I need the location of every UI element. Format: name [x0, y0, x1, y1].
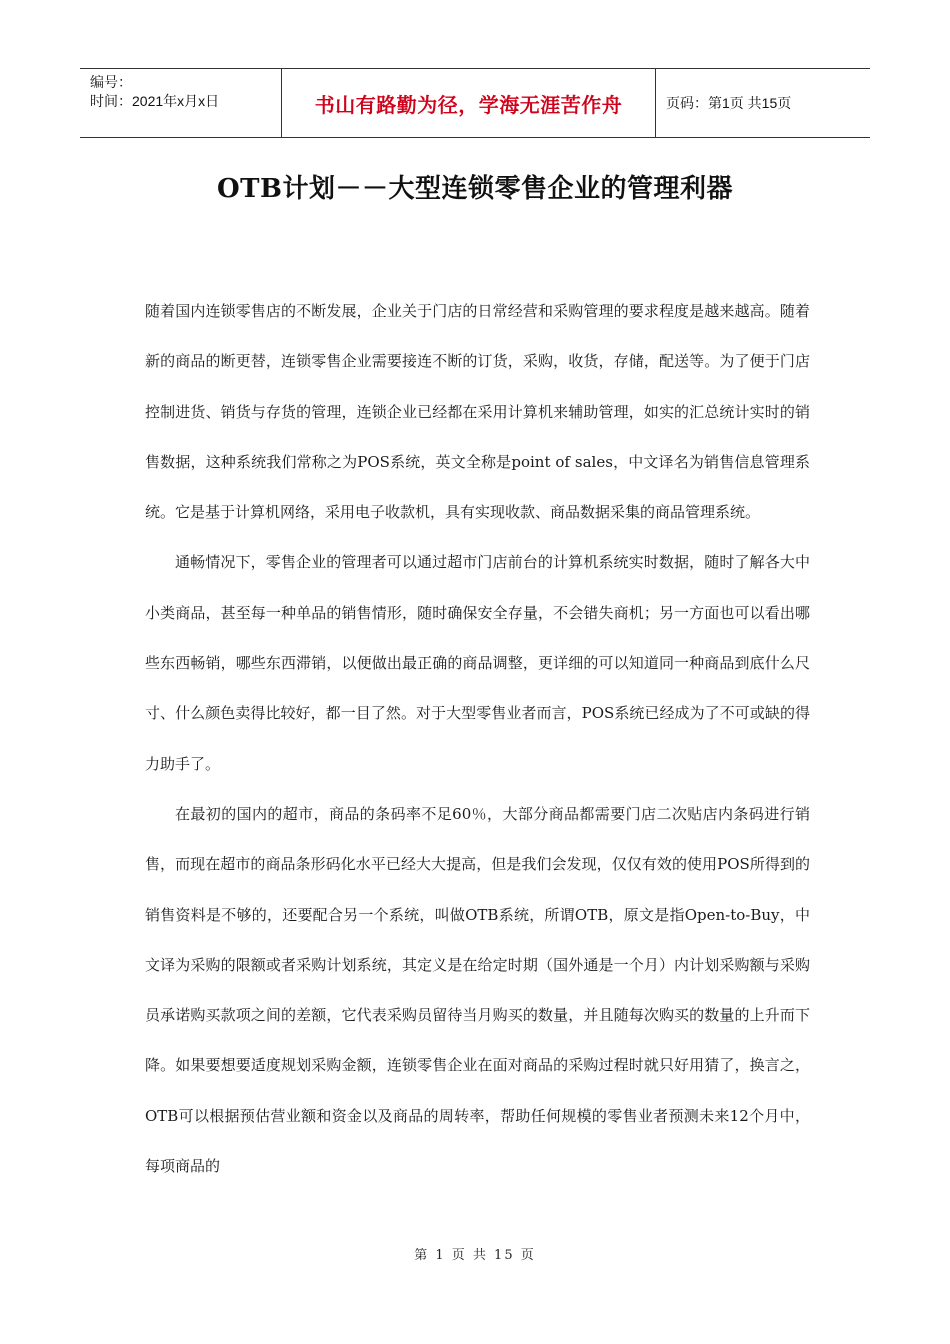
document-time-label: 时间：2021年x月x日	[90, 93, 220, 109]
body-paragraph: 在最初的国内的超市，商品的条码率不足60％，大部分商品都需要门店二次贴店内条码进行销售，而现在超市的商品条形码化水平已经大大提高，但是我们会发现，仅仅有效的使用POS所得到的销售资料是不够的，还要配合另一个系统，叫做OTB系统，所谓OTB，原文是指Open-to-Buy，中文译为采购的限额或者采购计划系统，其定义是在给定时期（国外通是一个月）内计划采购额与采购员承诺购买款项之间的差额，它代表采购员留待当月购买的数量，并且随每次购买的数量的上升而下降。如果要想要适度规划采购金额，连锁零售企业在面对商品的采购过程时就只好用猜了，换言之，OTB可以根据预估营业额和资金以及商品的周转率，帮助任何规模的零售业者预测未来12个月中，每项商品的	[145, 804, 810, 1176]
page-footer: 第 1 页 共 15 页	[414, 1248, 536, 1263]
document-title: OTB计划－－大型连锁零售企业的管理利器	[217, 174, 733, 204]
body-paragraph: 通畅情况下，零售企业的管理者可以通过超市门店前台的计算机系统实时数据，随时了解各大中小类商品，甚至每一种单品的销售情形，随时确保安全存量，不会错失商机；另一方面也可以看出哪些东西畅销，哪些东西滞销，以便做出最正确的商品调整，更详细的可以知道同一种商品到底什么尺寸、什么颜色卖得比较好，都一目了然。对于大型零售业者而言，POS系统已经成为了不可或缺的得力助手了。	[145, 553, 810, 773]
body-paragraph: 随着国内连锁零售店的不断发展，企业关于门店的日常经营和采购管理的要求程度是越来越高。随着新的商品的断更替，连锁零售企业需要接连不断的订货，采购，收货，存储，配送等。为了便于门店控制进货、销货与存货的管理，连锁企业已经都在采用计算机来辅助管理，如实的汇总统计实时的销售数据，这种系统我们常称之为POS系统，英文全称是point of sales，中文译名为销售信息管理系统。它是基于计算机网络，采用电子收款机，具有实现收款、商品数据采集的商品管理系统。	[145, 302, 810, 522]
document-number-label: 编号：	[90, 74, 132, 90]
document-header	[80, 68, 870, 138]
header-page-info: 页码：第1页 共15页	[666, 95, 792, 111]
document-body	[145, 286, 810, 1191]
header-meta	[80, 69, 281, 137]
header-motto: 书山有路勤为径，学海无涯苦作舟	[281, 69, 656, 137]
